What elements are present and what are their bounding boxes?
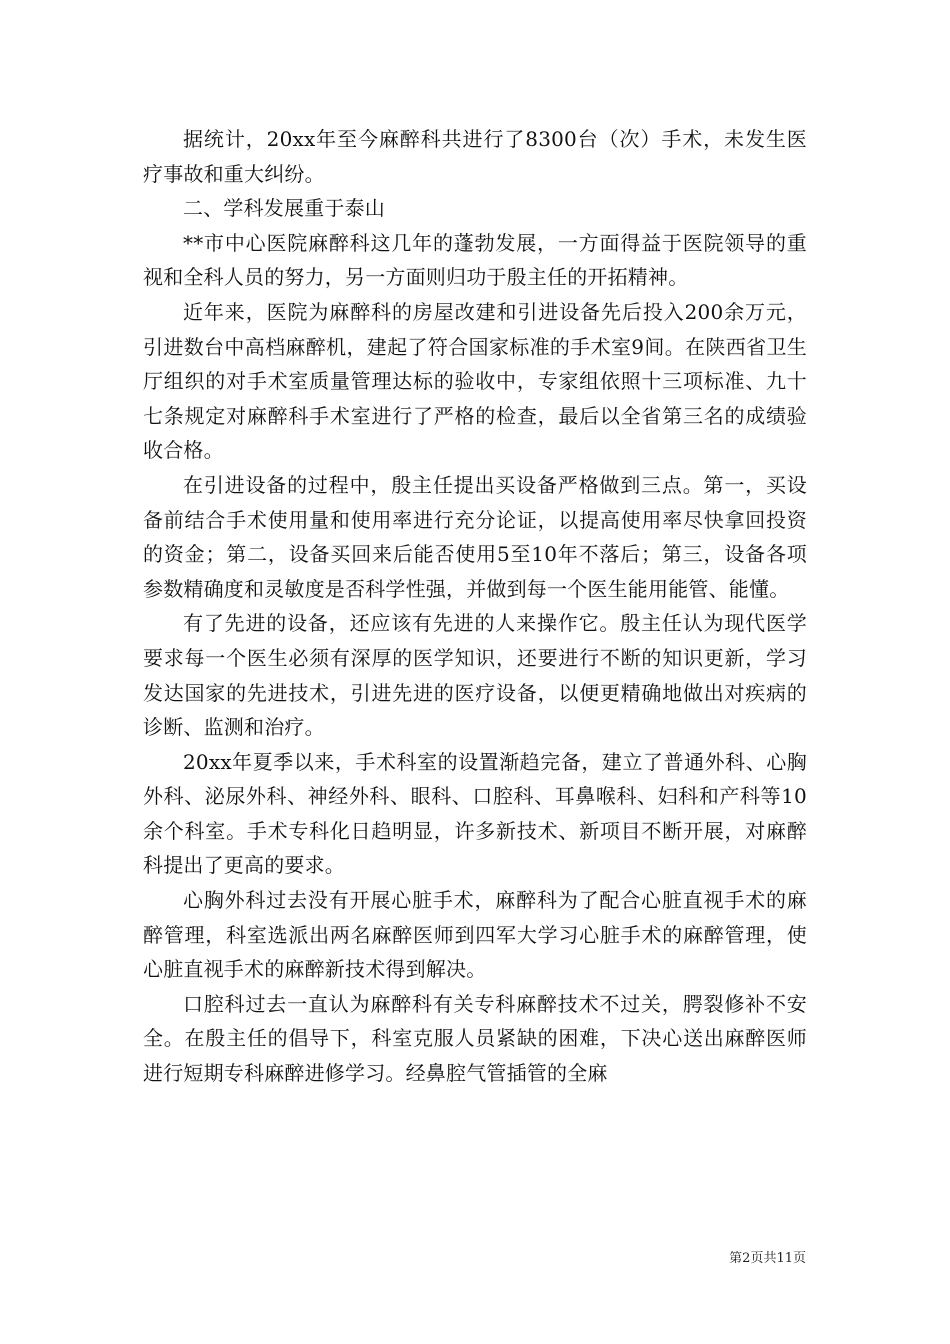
paragraph-departments: 20xx年夏季以来，手术科室的设置渐趋完备，建立了普通外科、心胸外科、泌尿外科、神经外科、眼科、口腔科、耳鼻喉科、妇科和产科等10余个科室。手术专科化日趋明显，许多新技术、新项目不断开展，对麻醉科提出了更高的要求。 [143,749,807,878]
paragraph-investment: 近年来，医院为麻醉科的房屋改建和引进设备先后投入200余万元，引进数台中高档麻醉机，建起了符合国家标准的手术室9间。在陕西省卫生厅组织的对手术室质量管理达标的验收中，专家组依照十三项标准、九十七条规定对麻醉科手术室进行了严格的检查，最后以全省第三名的成绩验收合格。 [143,299,807,463]
document-body [143,122,807,1091]
paragraph-cardiac: 心胸外科过去没有开展心脏手术，麻醉科为了配合心脏直视手术的麻醉管理，科室选派出两名麻醉医师到四军大学习心脏手术的麻醉管理，使心脏直视手术的麻醉新技术得到解决。 [143,888,807,982]
paragraph-equipment-principles: 在引进设备的过程中，殷主任提出买设备严格做到三点。第一，买设备前结合手术使用量和使用率进行充分论证，以提高使用率尽快拿回投资的资金；第二，设备买回来后能否使用5至10年不落后；第三，设备各项参数精确度和灵敏度是否科学性强，并做到每一个医生能用能管、能懂。 [143,472,807,601]
paragraph-talent: 有了先进的设备，还应该有先进的人来操作它。殷主任认为现代医学要求每一个医生必须有深厚的医学知识，还要进行不断的知识更新，学习发达国家的先进技术，引进先进的医疗设备，以便更精确地做出对疾病的诊断、监测和治疗。 [143,611,807,740]
paragraph-oral: 口腔科过去一直认为麻醉科有关专科麻醉技术不过关，腭裂修补不安全。在殷主任的倡导下，科室克服人员紧缺的困难，下决心送出麻醉医师进行短期专科麻醉进修学习。经鼻腔气管插管的全麻 [143,991,807,1086]
paragraph-statistics: 据统计，20xx年至今麻醉科共进行了8300台（次）手术，未发生医疗事故和重大纠纷。 [143,127,807,186]
paragraph-development: **市中心医院麻醉科这几年的蓬勃发展，一方面得益于医院领导的重视和全科人员的努力，另一方面则归功于殷主任的开拓精神。 [143,230,807,290]
section-heading: 二、学科发展重于泰山 [183,196,385,221]
page-number: 第2页共11页 [729,1251,806,1266]
